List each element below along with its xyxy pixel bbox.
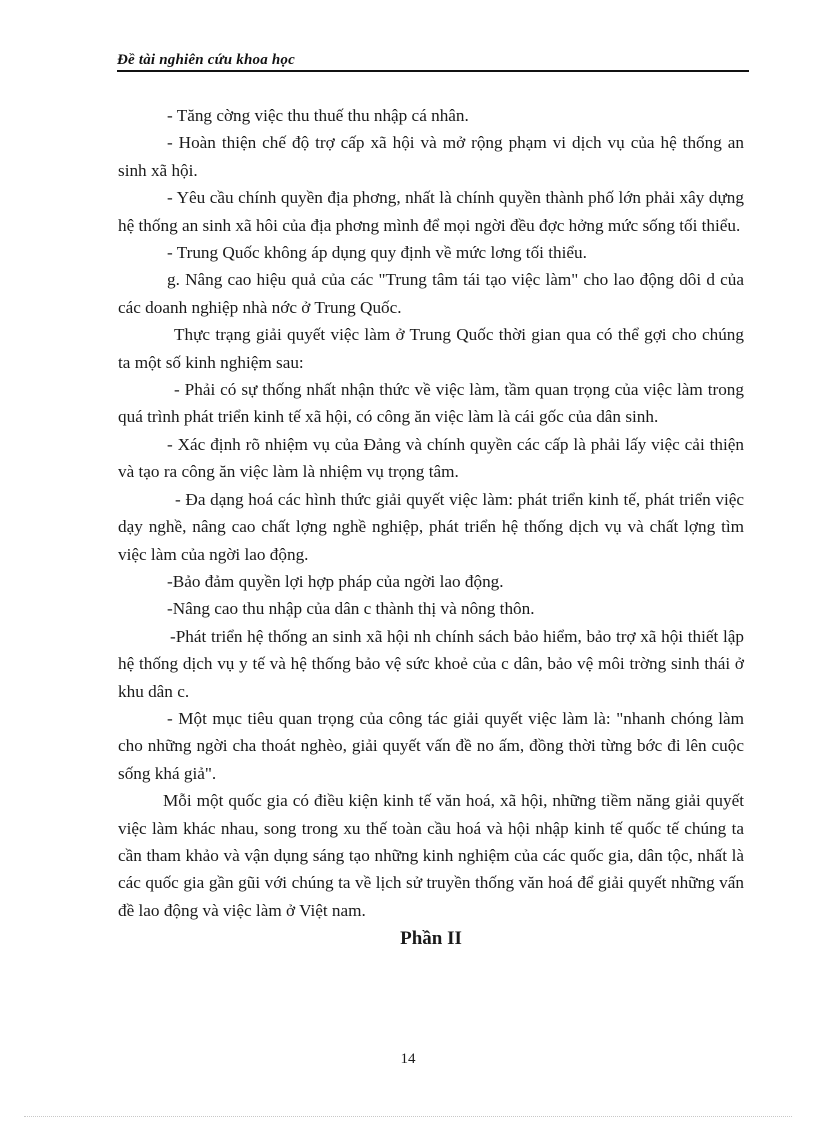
paragraph: - Trung Quốc không áp dụng quy định về mức lơng tối thiểu. (167, 243, 587, 263)
paragraph: Thực trạng giải quyết việc làm ở Trung Quốc thời gian qua có thể gợi cho chúng ta một số kinh nghiệm sau: (118, 325, 744, 372)
paragraph: - Đa dạng hoá các hình thức giải quyết việc làm: phát triển kinh tế, phát triển việc dạy nghề, nâng cao chất lợng nghề nghiệp, phát triển hệ thống dịch vụ và chất lợng tìm việc làm của ngời lao động. (118, 489, 744, 564)
paragraph: -Bảo đảm quyền lợi hợp pháp của ngời lao động. (167, 571, 504, 591)
paragraph: g. Nâng cao hiệu quả của các "Trung tâm tái tạo việc làm" cho lao động dôi d của các doanh nghiệp nhà nớc ở Trung Quốc. (118, 270, 744, 317)
paragraph: -Phát triển hệ thống an sinh xã hội nh chính sách bảo hiểm, bảo trợ xã hội thiết lập hệ thống dịch vụ y tế và hệ thống bảo vệ sức khoẻ của c dân, bảo vệ môi trờng sinh thái ở khu dân c. (118, 626, 744, 701)
paragraph: - Hoàn thiện chế độ trợ cấp xã hội và mở rộng phạm vi dịch vụ của hệ thống an sinh xã hội. (118, 133, 744, 180)
document-body (118, 102, 744, 954)
section-heading: Phần II (400, 928, 462, 950)
paragraph: - Yêu cầu chính quyền địa phơng, nhất là chính quyền thành phố lớn phải xây dựng hệ thống an sinh xã hôi của địa phơng mình để mọi ngời đều đợc hởng mức sống tối thiểu. (118, 188, 744, 235)
paragraph: Mỗi một quốc gia có điều kiện kinh tế văn hoá, xã hội, những tiềm năng giải quyết việc làm khác nhau, song trong xu thế toàn cầu hoá và hội nhập kinh tế quốc tế chúng ta cần tham khảo và vận dụng sáng tạo những kinh nghiệm của các quốc gia, dân tộc, nhất là các quốc gia gần gũi với chúng ta về lịch sử truyền thống văn hoá để giải quyết những vấn đề lao động và việc làm ở Việt nam. (118, 791, 744, 920)
page-number: 14 (400, 1051, 416, 1067)
paragraph: - Xác định rõ nhiệm vụ của Đảng và chính quyền các cấp là phải lấy việc cải thiện và tạo ra công ăn việc làm là nhiệm vụ trọng tâm. (118, 434, 744, 482)
header-title: Đề tài nghiên cứu khoa học (117, 52, 295, 68)
paragraph: - Tăng cờng việc thu thuế thu nhập cá nhân. (167, 106, 469, 125)
page-edge-divider (24, 1116, 792, 1117)
page-header (117, 48, 749, 72)
paragraph: -Nâng cao thu nhập của dân c thành thị và nông thôn. (167, 599, 535, 619)
paragraph: - Một mục tiêu quan trọng của công tác giải quyết việc làm là: "nhanh chóng làm cho những ngời cha thoát nghèo, giải quyết vấn đề no ấm, đồng thời từng bớc đi lên cuộc sống khá giả". (118, 708, 744, 783)
paragraph: - Phải có sự thống nhất nhận thức về việc làm, tầm quan trọng của việc làm trong quá trình phát triển kinh tế xã hội, có công ăn việc làm là cái gốc của dân sinh. (118, 380, 744, 427)
